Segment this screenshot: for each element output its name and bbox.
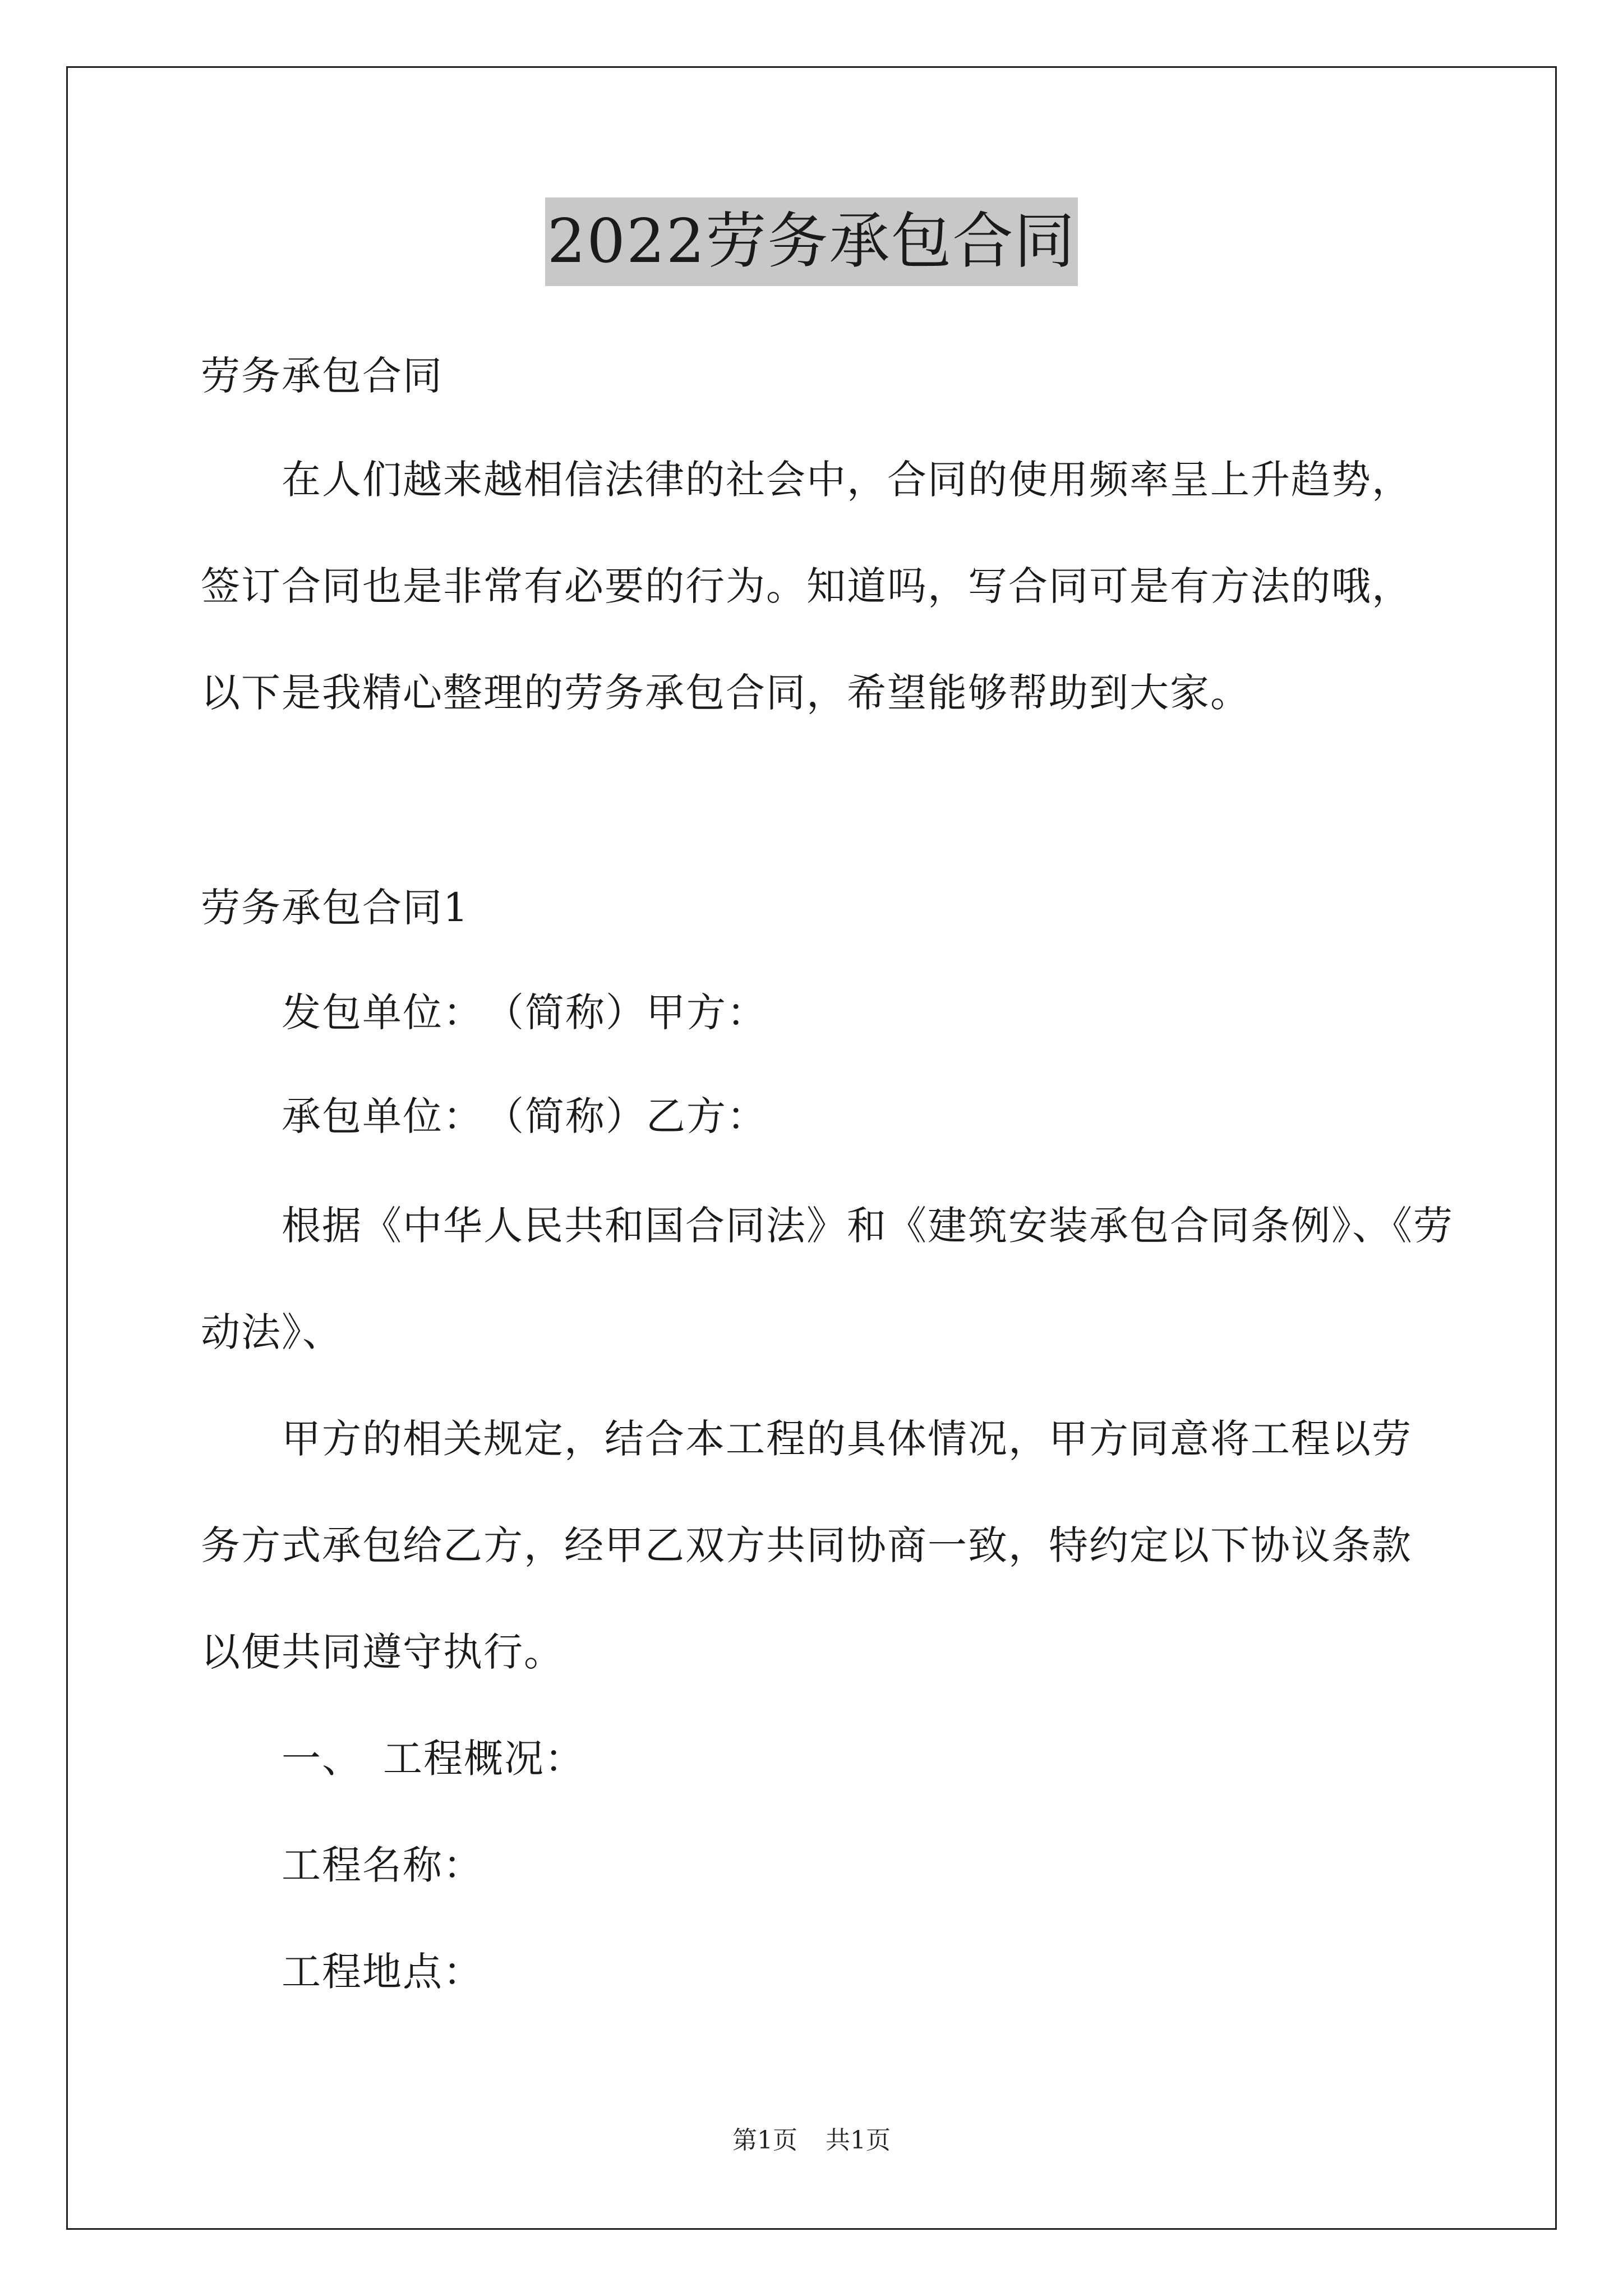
legal-basis-line-2: 动法》、 (201, 1309, 343, 1355)
page-footer (0, 2125, 1623, 2156)
intro-paragraph-line-1: 在人们越来越相信法律的社会中，合同的使用频率呈上升趋势， (282, 457, 1412, 503)
contracting-party-b: 承包单位： （简称）乙方： (282, 1093, 767, 1139)
main-heading: 劳务承包合同 (201, 353, 443, 399)
agreement-line-3: 以便共同遵守执行。 (201, 1629, 564, 1675)
intro-paragraph-line-3: 以下是我精心整理的劳务承包合同，希望能够帮助到大家。 (201, 670, 1251, 716)
document-title: 2022劳务承包合同 (545, 197, 1078, 286)
clause-one-heading: 一、 工程概况： (282, 1736, 585, 1782)
agreement-line-2: 务方式承包给乙方，经甲乙双方共同协商一致，特约定以下协议条款 (201, 1522, 1412, 1568)
page-number-total: 共1页 (826, 2126, 891, 2155)
section-heading: 劳务承包合同1 (201, 885, 469, 931)
title-container (0, 197, 1623, 286)
legal-basis-line-1: 根据《中华人民共和国合同法》和《建筑安装承包合同条例》、《劳 (282, 1203, 1454, 1249)
contracting-party-a: 发包单位： （简称）甲方： (282, 990, 767, 1036)
page-number-current: 第1页 (732, 2126, 797, 2155)
agreement-line-1: 甲方的相关规定，结合本工程的具体情况，甲方同意将工程以劳 (282, 1416, 1412, 1462)
intro-paragraph-line-2: 签订合同也是非常有必要的行为。知道吗，写合同可是有方法的哦， (201, 563, 1412, 609)
project-name-field: 工程名称： (282, 1842, 483, 1888)
project-location-field: 工程地点： (282, 1949, 483, 1995)
